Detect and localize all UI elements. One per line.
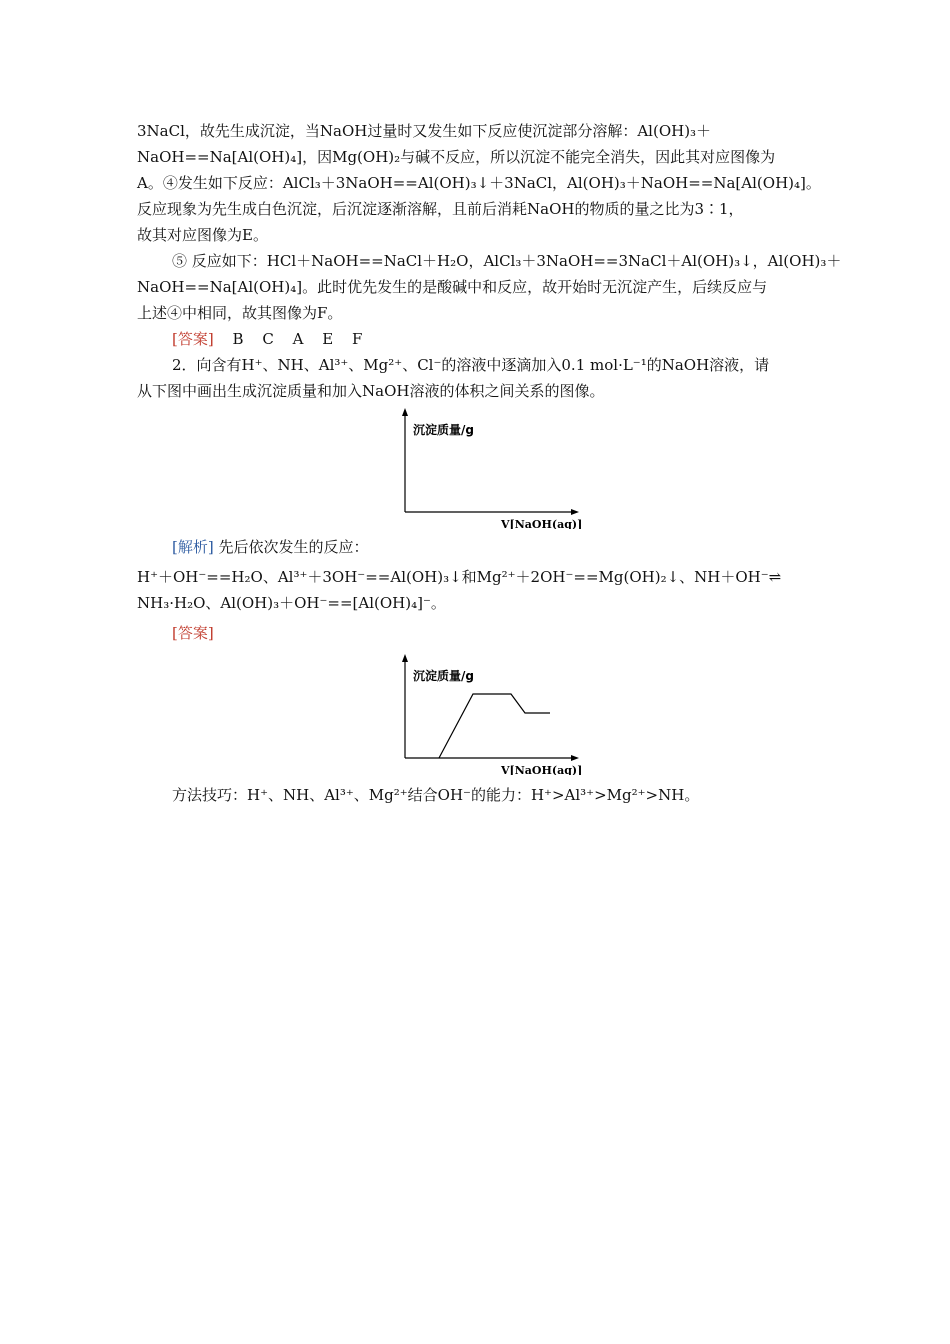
answer1-line xyxy=(137,326,813,352)
answer2-line xyxy=(137,620,813,646)
analysis-line1: H⁺＋OH⁻==H₂O、Al³⁺＋3OH⁻==Al(OH)₃↓和Mg²⁺＋2OH⁻==Mg(OH)₂↓、NH＋OH⁻⇌ xyxy=(137,568,782,586)
analysis-text: 先后依次发生的反应： xyxy=(218,538,369,556)
answer1-item: A xyxy=(292,330,304,348)
figure2-x-arrow xyxy=(571,755,579,761)
method-tip-line: 方法技巧：H⁺、NH、Al³⁺、Mg²⁺结合OH⁻的能力：H⁺>Al³⁺>Mg²⁺>NH。 xyxy=(172,786,700,804)
para2-line3: 上述④中相同，故其图像为F。 xyxy=(137,304,343,322)
figure1-x-arrow xyxy=(571,509,579,515)
figure2-ylabel: 沉淀质量/g xyxy=(413,669,474,683)
question2-line2: 从下图中画出生成沉淀质量和加入NaOH溶液的体积之间关系的图像。 xyxy=(137,382,605,400)
analysis-line2: NH₃·H₂O、Al(OH)₃＋OH⁻==[Al(OH)₄]⁻。 xyxy=(137,594,446,612)
answer1-tag: [答案] xyxy=(172,330,214,348)
figure1-ylabel: 沉淀质量/g xyxy=(413,423,474,437)
para1-line1: 3NaCl，故先生成沉淀，当NaOH过量时又发生如下反应使沉淀部分溶解：Al(OH)₃＋ xyxy=(137,122,712,140)
answer2-tag: [答案] xyxy=(172,624,214,642)
para1-line5: 故其对应图像为E。 xyxy=(137,226,268,244)
para2-line2: NaOH==Na[Al(OH)₄]。此时优先发生的是酸碱中和反应，故开始时无沉淀产生，后续反应与 xyxy=(137,278,768,296)
answer1-item: B xyxy=(232,330,244,348)
figure2-xlabel: V[NaOH(aq)] xyxy=(501,764,583,775)
answer1-item: F xyxy=(351,330,363,348)
figure2-svg xyxy=(397,650,597,775)
answer1-item: C xyxy=(262,330,274,348)
figure2-y-arrow xyxy=(402,654,408,662)
para2-line1: ⑤ 反应如下：HCl＋NaOH==NaCl＋H₂O，AlCl₃＋3NaOH==3NaCl＋Al(OH)₃↓，Al(OH)₃＋ xyxy=(172,252,842,270)
para1-line3: A。④发生如下反应：AlCl₃＋3NaOH==Al(OH)₃↓＋3NaCl，Al(OH)₃＋NaOH==Na[Al(OH)₄]。 xyxy=(137,174,821,192)
para1-line4: 反应现象为先生成白色沉淀，后沉淀逐渐溶解，且前后消耗NaOH的物质的量之比为3∶1， xyxy=(137,200,744,218)
figure1-y-arrow xyxy=(402,408,408,416)
answer1-item: E xyxy=(322,330,334,348)
analysis-line xyxy=(137,534,813,560)
document-page xyxy=(137,118,842,808)
figure1-svg xyxy=(397,404,597,529)
figure2-precipitate-curve xyxy=(439,694,550,758)
para1-line2: NaOH==Na[Al(OH)₄]，因Mg(OH)₂与碱不反应，所以沉淀不能完全消失，因此其对应图像为 xyxy=(137,148,776,166)
figure1-xlabel: V[NaOH(aq)] xyxy=(501,518,583,529)
figure1-empty-axes xyxy=(137,404,813,534)
analysis-tag: [解析] xyxy=(172,538,214,556)
question2-line1: 2．向含有H⁺、NH、Al³⁺、Mg²⁺、Cl⁻的溶液中逐滴加入0.1 mol·L⁻¹的NaOH溶液，请 xyxy=(172,356,770,374)
figure2-answer-graph xyxy=(137,650,813,782)
